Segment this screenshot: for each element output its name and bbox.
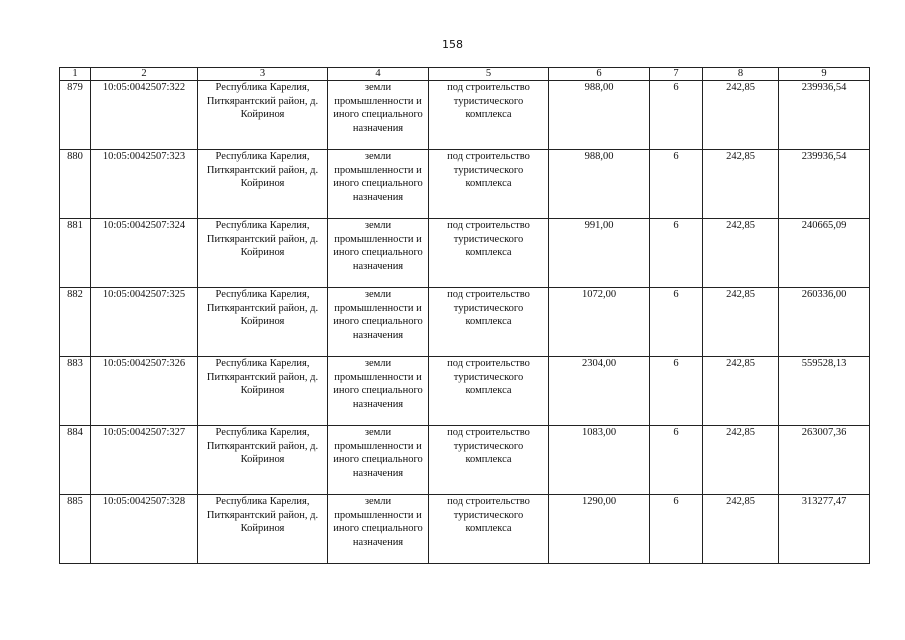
table-row [60, 357, 870, 426]
area-value: 988,00 [549, 150, 650, 219]
cost-value: 260336,00 [779, 288, 870, 357]
area-value: 991,00 [549, 219, 650, 288]
header-row [60, 68, 870, 81]
column-7-value: 6 [650, 81, 703, 150]
table-row [60, 288, 870, 357]
cost-value: 559528,13 [779, 357, 870, 426]
area-value: 2304,00 [549, 357, 650, 426]
cadastral-number: 10:05:0042507:328 [91, 495, 198, 564]
permitted-use: под строительство туристического комплекса [429, 150, 549, 219]
address: Республика Карелия, Питкярантский район, д. Койриноя [198, 81, 328, 150]
address: Республика Карелия, Питкярантский район, д. Койриноя [198, 495, 328, 564]
land-category: земли промышленности и иного специального назначения [328, 150, 429, 219]
column-header: 5 [429, 68, 549, 81]
cadastral-number: 10:05:0042507:326 [91, 357, 198, 426]
land-category: земли промышленности и иного специального назначения [328, 288, 429, 357]
address: Республика Карелия, Питкярантский район, д. Койриноя [198, 288, 328, 357]
rate-value: 242,85 [703, 495, 779, 564]
rate-value: 242,85 [703, 81, 779, 150]
cost-value: 239936,54 [779, 150, 870, 219]
column-7-value: 6 [650, 219, 703, 288]
cost-value: 263007,36 [779, 426, 870, 495]
permitted-use: под строительство туристического комплекса [429, 219, 549, 288]
row-number: 880 [60, 150, 91, 219]
parcels-table [59, 67, 870, 564]
table-row [60, 426, 870, 495]
column-7-value: 6 [650, 288, 703, 357]
cadastral-number: 10:05:0042507:322 [91, 81, 198, 150]
cadastral-number: 10:05:0042507:324 [91, 219, 198, 288]
row-number: 882 [60, 288, 91, 357]
column-header: 1 [60, 68, 91, 81]
rate-value: 242,85 [703, 357, 779, 426]
row-number: 879 [60, 81, 91, 150]
permitted-use: под строительство туристического комплекса [429, 357, 549, 426]
table-row [60, 81, 870, 150]
address: Республика Карелия, Питкярантский район, д. Койриноя [198, 219, 328, 288]
column-header: 6 [549, 68, 650, 81]
cadastral-number: 10:05:0042507:325 [91, 288, 198, 357]
row-number: 881 [60, 219, 91, 288]
area-value: 1290,00 [549, 495, 650, 564]
column-7-value: 6 [650, 357, 703, 426]
area-value: 988,00 [549, 81, 650, 150]
address: Республика Карелия, Питкярантский район, д. Койриноя [198, 150, 328, 219]
land-category: земли промышленности и иного специального назначения [328, 81, 429, 150]
column-header: 3 [198, 68, 328, 81]
column-header: 8 [703, 68, 779, 81]
column-7-value: 6 [650, 426, 703, 495]
cost-value: 240665,09 [779, 219, 870, 288]
permitted-use: под строительство туристического комплекса [429, 426, 549, 495]
column-header: 2 [91, 68, 198, 81]
cadastral-number: 10:05:0042507:323 [91, 150, 198, 219]
column-header: 4 [328, 68, 429, 81]
address: Республика Карелия, Питкярантский район, д. Койриноя [198, 426, 328, 495]
area-value: 1083,00 [549, 426, 650, 495]
land-category: земли промышленности и иного специального назначения [328, 357, 429, 426]
row-number: 883 [60, 357, 91, 426]
column-7-value: 6 [650, 495, 703, 564]
row-number: 884 [60, 426, 91, 495]
cost-value: 313277,47 [779, 495, 870, 564]
area-value: 1072,00 [549, 288, 650, 357]
table-row [60, 150, 870, 219]
rate-value: 242,85 [703, 426, 779, 495]
land-category: земли промышленности и иного специального назначения [328, 495, 429, 564]
address: Республика Карелия, Питкярантский район, д. Койриноя [198, 357, 328, 426]
permitted-use: под строительство туристического комплекса [429, 81, 549, 150]
rate-value: 242,85 [703, 219, 779, 288]
page-number: 158 [442, 38, 463, 51]
permitted-use: под строительство туристического комплекса [429, 288, 549, 357]
column-7-value: 6 [650, 150, 703, 219]
land-category: земли промышленности и иного специального назначения [328, 426, 429, 495]
column-header: 7 [650, 68, 703, 81]
row-number: 885 [60, 495, 91, 564]
rate-value: 242,85 [703, 288, 779, 357]
column-header: 9 [779, 68, 870, 81]
rate-value: 242,85 [703, 150, 779, 219]
table-row [60, 495, 870, 564]
permitted-use: под строительство туристического комплекса [429, 495, 549, 564]
land-category: земли промышленности и иного специального назначения [328, 219, 429, 288]
cadastral-number: 10:05:0042507:327 [91, 426, 198, 495]
table-row [60, 219, 870, 288]
cost-value: 239936,54 [779, 81, 870, 150]
